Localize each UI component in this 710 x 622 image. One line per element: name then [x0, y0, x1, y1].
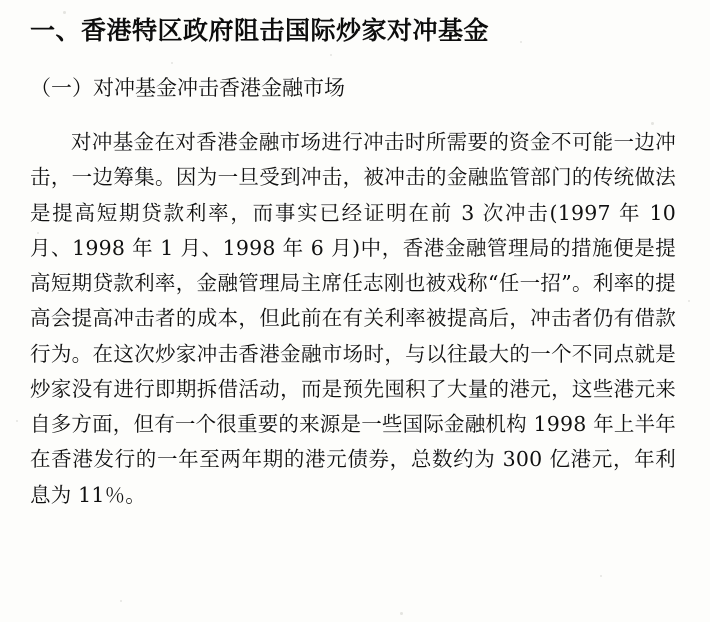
- body-paragraph: 对冲基金在对香港金融市场进行冲击时所需要的资金不可能一边冲击，一边筹集。因为一旦受到冲击，被冲击的金融监管部门的传统做法是提高短期贷款利率，而事实已经证明在前 3 次冲击(1997 年 10 月、1998 年 1 月、1998 年 6 月)中，香港金融管理局的措施便是提高短期贷款利率，金融管理局主席任志刚也被戏称“任一招”。利率的提高会提高冲击者的成本，但此前在有关利率被提高后，冲击者仍有借款行为。在这次炒家冲击香港金融市场时，与以往最大的一个不同点就是炒家没有进行即期拆借活动，而是预先囤积了大量的港元，这些港元来自多方面，但有一个很重要的来源是一些国际金融机构 1998 年上半年在香港发行的一年至两年期的港元债券，总数约为 300 亿港元，年利息为 11％。: [30, 130, 677, 507]
- section-heading: 一、香港特区政府阻击国际炒家对冲基金: [30, 16, 490, 45]
- subsection-heading: （一）对冲基金冲击香港金融市场: [30, 75, 345, 100]
